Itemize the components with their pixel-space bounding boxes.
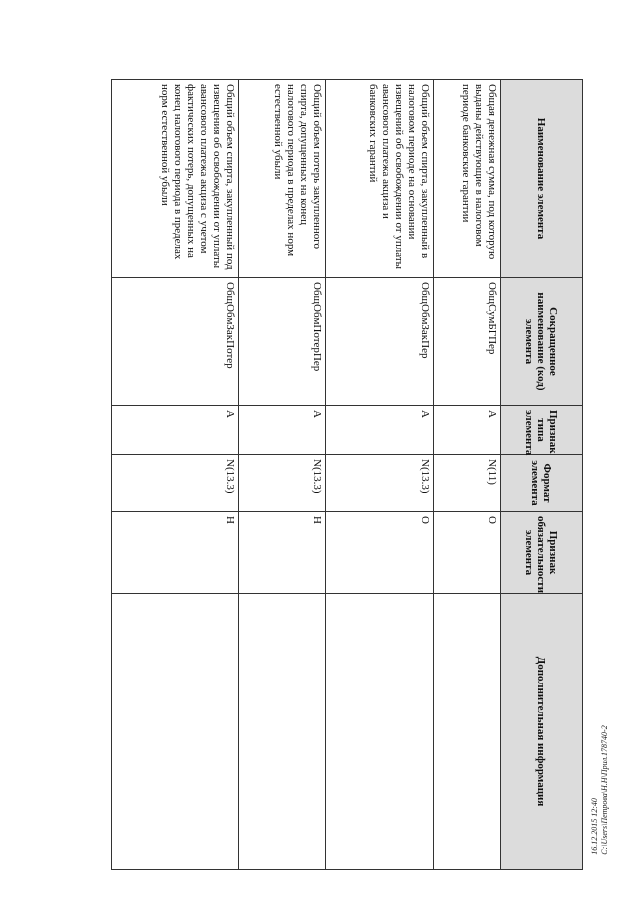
cell-format: N(13.3)	[239, 455, 326, 512]
cell-name: Общий объем спирта, закупленный в налоговом периоде на основании извещений об освобождении от уплаты авансового платежа акциза и банковских гарантий	[326, 80, 433, 278]
cell-format: N(13.3)	[326, 455, 433, 512]
cell-format: N(11)	[433, 455, 500, 512]
cell-type: А	[112, 406, 239, 455]
header-element-code: Сокращенное наименование (код) элемента	[501, 278, 583, 406]
header-element-type: Признак типа элемента	[501, 406, 583, 455]
cell-type: А	[433, 406, 500, 455]
table-header-row	[501, 80, 583, 870]
cell-required: О	[326, 512, 433, 594]
table-row	[112, 80, 239, 870]
header-element-name: Наименование элемента	[501, 80, 583, 278]
cell-type: А	[326, 406, 433, 455]
footer-stamp	[590, 725, 610, 854]
header-additional-info: Дополнительная информация	[501, 594, 583, 870]
cell-name: Общая денежная сумма, под которую выданы действующие в налоговом периоде банковские гарантии	[433, 80, 500, 278]
footer-timestamp: 16.12.2015 12:40	[590, 798, 599, 855]
cell-info	[326, 594, 433, 870]
cell-format: N(13.3)	[112, 455, 239, 512]
header-element-format: Формат элемента	[501, 455, 583, 512]
elements-table-container	[111, 79, 583, 869]
footer-file-path: С:\Users\Петрова\Н.Н\Прил.178740-2	[600, 725, 609, 855]
cell-type: А	[239, 406, 326, 455]
cell-code: ОбщОбмЗакПер	[326, 278, 433, 406]
cell-code: ОбщСумБГПер	[433, 278, 500, 406]
cell-required: О	[433, 512, 500, 594]
cell-code: ОбщОбмПотерПер	[239, 278, 326, 406]
cell-name: Общий объем потерь закупленного спирта, допущенных на конец налогового периода в пределах норм естественной убыли	[239, 80, 326, 278]
table-row	[433, 80, 500, 870]
cell-info	[239, 594, 326, 870]
cell-info	[433, 594, 500, 870]
cell-code: ОбщОбмЗакПотер	[112, 278, 239, 406]
cell-info	[112, 594, 239, 870]
table-row	[239, 80, 326, 870]
cell-name: Общий объем спирта, закупленный под извещения об освобождении от уплаты авансового платежа акциза с учетом фактических потерь, допущенных на конец налогового периода в пределах норм естественной убыли	[112, 80, 239, 278]
header-required-flag: Признак обязательности элемента	[501, 512, 583, 594]
cell-required: Н	[239, 512, 326, 594]
cell-required: Н	[112, 512, 239, 594]
table-row	[326, 80, 433, 870]
elements-table	[111, 79, 583, 870]
